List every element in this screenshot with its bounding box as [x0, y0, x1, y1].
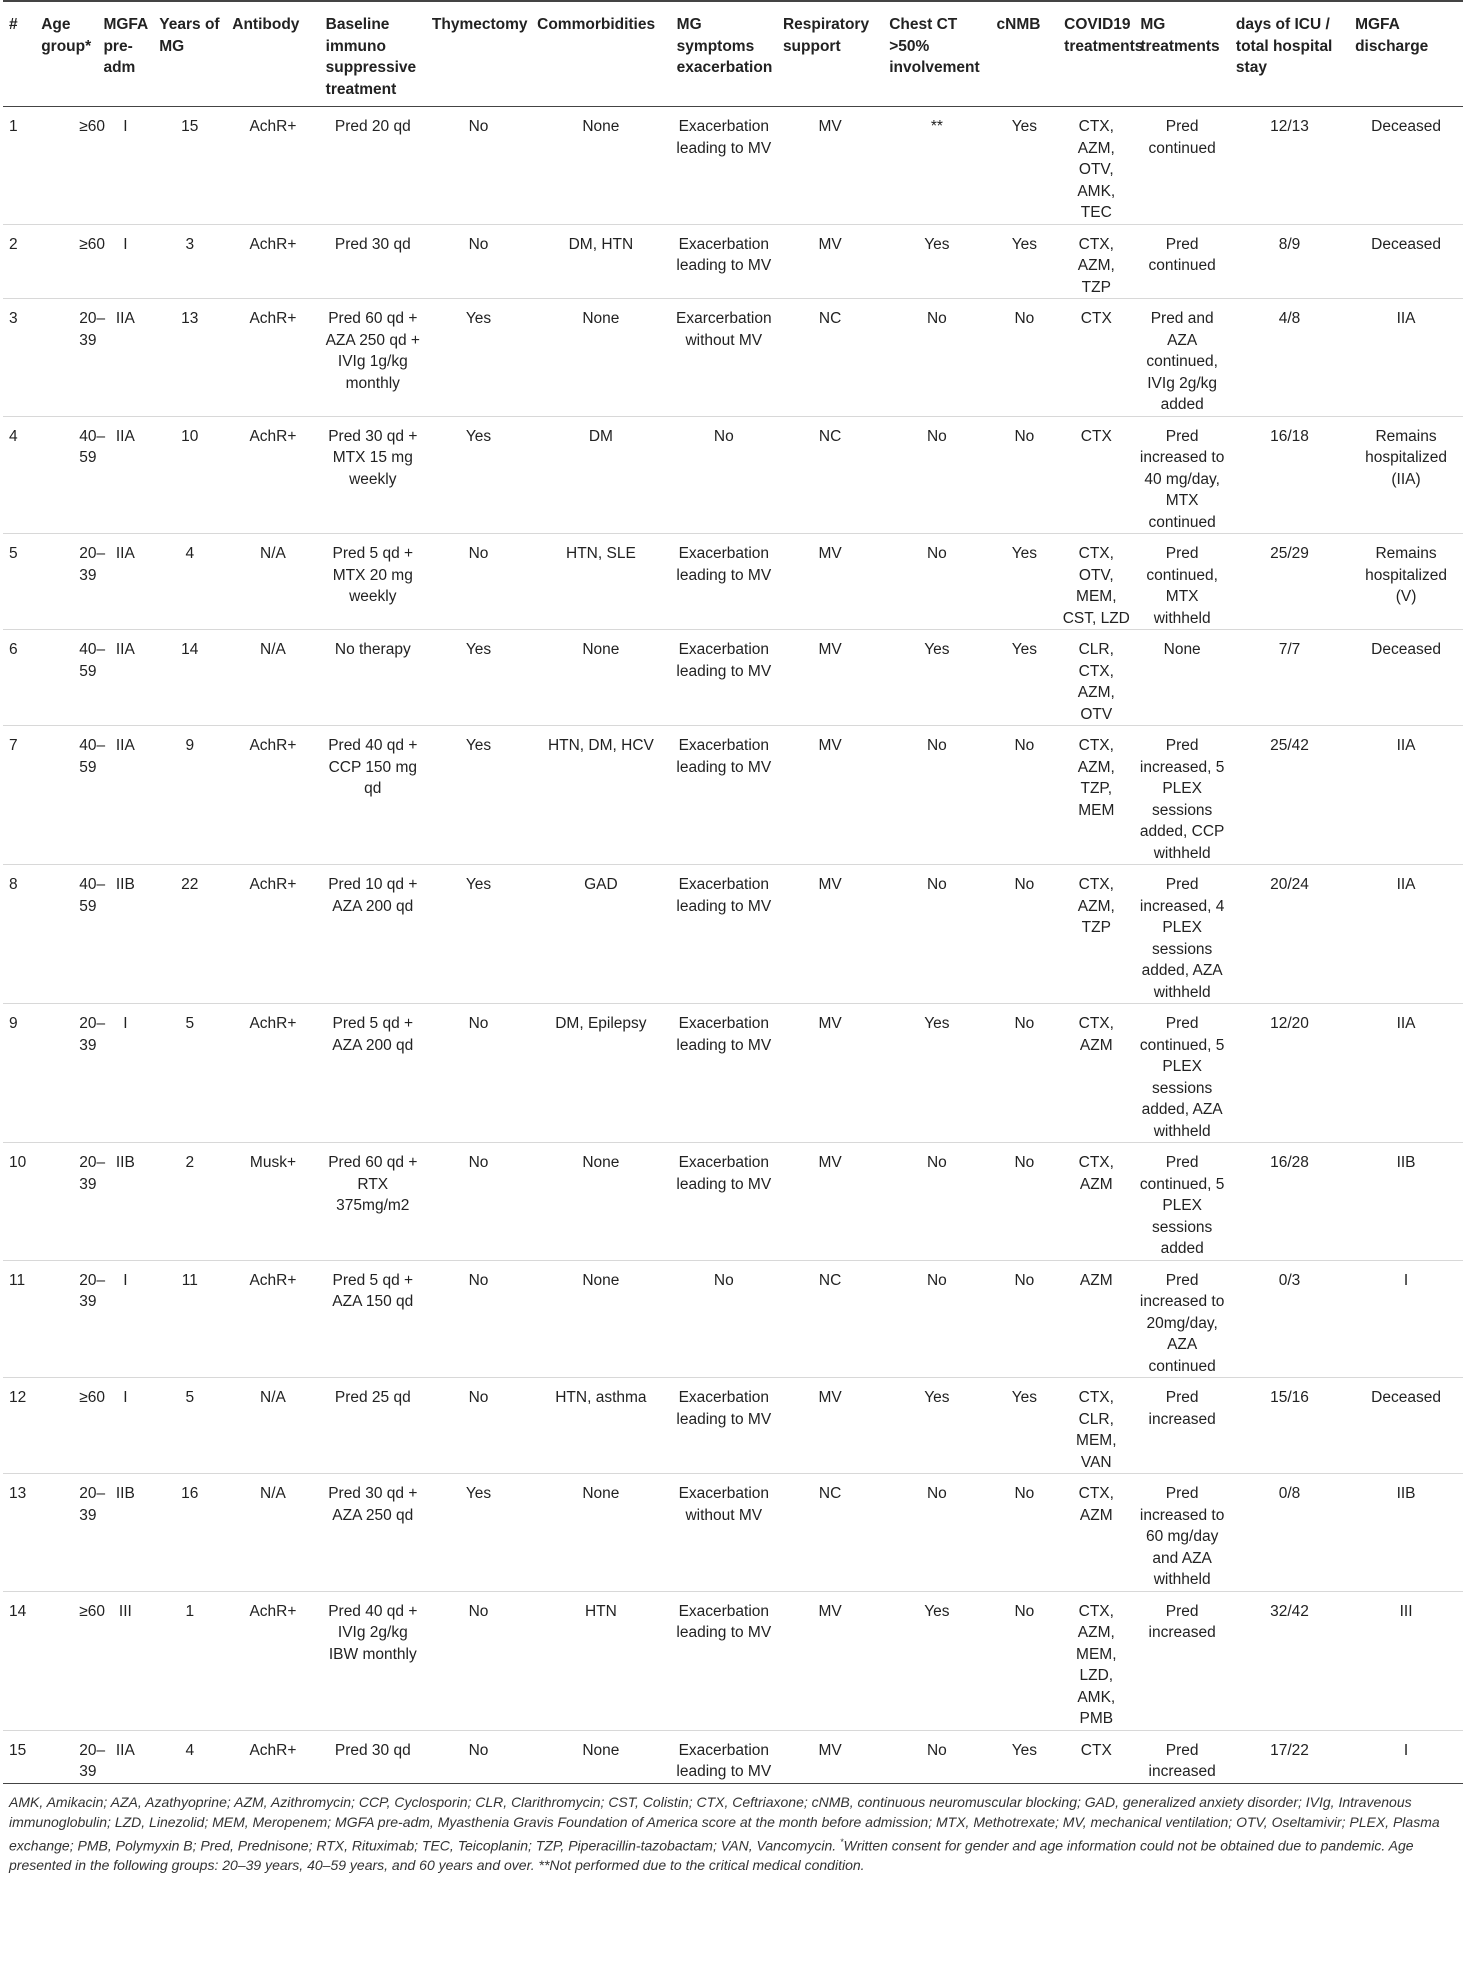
table-cell-icu-hospital-stay: 7/7 — [1278, 641, 1301, 658]
table-cell-respiratory-support: MV — [818, 1015, 842, 1032]
table-cell-mgfa-pre-adm: IIA — [115, 641, 135, 658]
table-cell-mg-exacerbation: Exarcerbation without MV — [675, 310, 772, 349]
table-cell-years-of-mg: 11 — [181, 1271, 198, 1289]
table-cell-commorbidities: None — [582, 1741, 620, 1759]
table-cell-covid19-treatments: CTX, AZM — [1078, 1154, 1114, 1193]
table-cell-mg-treatments: Pred continued — [1148, 118, 1216, 157]
table-cell-mg-treatments: Pred increased to 60 mg/day and AZA withheld — [1139, 1485, 1225, 1588]
table-cell-cnmb: Yes — [1011, 1389, 1037, 1406]
table-cell-icu-hospital-stay: 16/28 — [1270, 1154, 1309, 1171]
column-header-age-group: Age group* — [35, 1, 97, 107]
table-cell-mgfa-discharge: Deceased — [1371, 118, 1441, 135]
table-row — [3, 865, 1463, 1004]
table-cell-antibody: AchR+ — [249, 1015, 297, 1032]
table-cell-cnmb: No — [1014, 737, 1035, 754]
table-cell-mg-exacerbation: Exacerbation leading to MV — [676, 118, 772, 157]
table-cell-icu-hospital-stay: 4/8 — [1278, 310, 1301, 327]
table-cell-cnmb: Yes — [1011, 235, 1037, 253]
table-cell-years-of-mg: 22 — [181, 876, 199, 893]
table-cell-number: 7 — [9, 737, 18, 754]
table-cell-number: 11 — [9, 1271, 26, 1289]
table-cell-thymectomy: Yes — [465, 876, 492, 893]
column-header-chest-ct: Chest CT >50% involvement — [883, 1, 990, 107]
table-cell-number: 5 — [9, 545, 18, 562]
table-cell-mgfa-pre-adm: IIA — [115, 737, 135, 754]
table-cell-baseline-treatment: Pred 30 qd — [334, 235, 411, 253]
table-cell-antibody: AchR+ — [249, 235, 297, 253]
table-cell-age-group: 40–59 — [79, 641, 106, 680]
table-cell-years-of-mg: 5 — [185, 1389, 195, 1406]
table-cell-antibody: AchR+ — [249, 737, 297, 754]
table-cell-commorbidities: HTN, asthma — [555, 1389, 647, 1406]
table-cell-mg-exacerbation: Exacerbation leading to MV — [676, 545, 772, 584]
table-cell-covid19-treatments: CTX, CLR, MEM, VAN — [1076, 1389, 1117, 1471]
patient-table — [3, 0, 1463, 1784]
table-cell-antibody: AchR+ — [249, 310, 297, 327]
table-cell-years-of-mg: 10 — [181, 427, 199, 445]
table-cell-antibody: AchR+ — [249, 427, 297, 445]
table-cell-covid19-treatments: CTX, AZM, TZP — [1077, 235, 1115, 296]
table-cell-covid19-treatments: CTX, AZM — [1078, 1485, 1114, 1524]
table-cell-cnmb: No — [1014, 1154, 1035, 1171]
table-cell-thymectomy: No — [468, 1271, 489, 1289]
table-cell-mg-treatments: Pred continued — [1148, 235, 1216, 274]
footnote-marker: * — [840, 1836, 844, 1847]
table-cell-chest-ct: Yes — [924, 1389, 950, 1406]
table-cell-mg-exacerbation: Exacerbation leading to MV — [676, 1741, 772, 1780]
table-cell-years-of-mg: 1 — [185, 1602, 195, 1620]
table-cell-covid19-treatments: CTX, AZM, TZP — [1077, 876, 1115, 936]
table-cell-cnmb: Yes — [1011, 641, 1037, 658]
table-cell-commorbidities: DM, Epilepsy — [555, 1015, 647, 1032]
table-cell-cnmb: No — [1014, 427, 1035, 445]
table-cell-icu-hospital-stay: 17/22 — [1270, 1741, 1309, 1759]
table-cell-mgfa-pre-adm: IIA — [115, 427, 135, 445]
table-cell-antibody: N/A — [260, 1389, 286, 1406]
table-cell-baseline-treatment: Pred 20 qd — [334, 118, 411, 135]
column-header-commorbidities: Commorbidities — [531, 1, 671, 107]
table-cell-covid19-treatments: CTX, AZM, TZP, MEM — [1077, 737, 1115, 819]
column-header-baseline-treatment: Baseline immuno suppressive treatment — [320, 1, 426, 107]
table-cell-chest-ct: No — [926, 1271, 947, 1289]
table-cell-baseline-treatment: Pred 30 qd — [334, 1741, 411, 1759]
table-cell-covid19-treatments: CTX — [1080, 1741, 1112, 1759]
table-cell-chest-ct: No — [926, 310, 947, 327]
table-cell-number: 13 — [9, 1485, 27, 1502]
table-cell-mg-treatments: Pred increased, 4 PLEX sessions added, AZA withheld — [1139, 876, 1225, 1001]
table-cell-commorbidities: HTN, DM, HCV — [547, 737, 654, 754]
table-cell-baseline-treatment: Pred 30 qd + AZA 250 qd — [328, 1485, 418, 1524]
table-cell-cnmb: No — [1014, 1271, 1035, 1289]
table-cell-chest-ct: No — [926, 545, 947, 562]
table-cell-mg-treatments: Pred continued, MTX withheld — [1146, 545, 1218, 627]
table-cell-respiratory-support: MV — [818, 1389, 842, 1406]
table-cell-thymectomy: No — [468, 118, 489, 135]
table-cell-mg-treatments: Pred increased — [1148, 1741, 1216, 1780]
table-cell-mg-exacerbation: Exacerbation leading to MV — [676, 1154, 772, 1193]
table-cell-mg-exacerbation: Exacerbation leading to MV — [676, 876, 772, 915]
table-cell-cnmb: Yes — [1011, 545, 1037, 562]
table-cell-commorbidities: HTN — [584, 1602, 617, 1620]
table-cell-age-group: 20–39 — [79, 545, 106, 584]
table-cell-mg-treatments: Pred increased to 20mg/day, AZA continued — [1139, 1271, 1225, 1375]
table-cell-covid19-treatments: CTX — [1080, 427, 1112, 445]
table-cell-covid19-treatments: AZM — [1079, 1271, 1113, 1289]
table-cell-mg-exacerbation: Exacerbation leading to MV — [676, 1015, 772, 1054]
table-cell-antibody: AchR+ — [249, 876, 297, 893]
table-cell-mgfa-discharge: IIB — [1396, 1154, 1416, 1171]
table-cell-years-of-mg: 15 — [181, 118, 199, 135]
table-cell-years-of-mg: 3 — [185, 235, 195, 253]
table-cell-number: 4 — [9, 427, 18, 445]
table-cell-commorbidities: None — [582, 118, 620, 135]
table-cell-years-of-mg: 4 — [185, 1741, 195, 1759]
header-row — [3, 1, 1463, 107]
table-cell-baseline-treatment: Pred 40 qd + IVIg 2g/kg IBW monthly — [328, 1602, 418, 1663]
table-cell-mg-exacerbation: Exacerbation leading to MV — [676, 737, 772, 776]
table-row — [3, 1143, 1463, 1261]
table-cell-commorbidities: DM — [588, 427, 613, 445]
table-cell-mg-treatments: Pred continued, 5 PLEX sessions added — [1139, 1154, 1225, 1257]
table-cell-antibody: Musk+ — [249, 1154, 296, 1171]
table-header — [3, 1, 1463, 107]
column-header-number: # — [3, 1, 35, 107]
table-cell-cnmb: No — [1014, 1485, 1035, 1502]
table-cell-commorbidities: GAD — [584, 876, 618, 893]
table-cell-respiratory-support: MV — [818, 876, 842, 893]
table-cell-icu-hospital-stay: 15/16 — [1270, 1389, 1309, 1406]
table-cell-chest-ct: Yes — [924, 1015, 950, 1032]
table-cell-icu-hospital-stay: 20/24 — [1270, 876, 1309, 893]
table-cell-age-group: 40–59 — [79, 876, 106, 915]
table-cell-icu-hospital-stay: 0/3 — [1278, 1271, 1301, 1289]
table-cell-antibody: N/A — [260, 545, 286, 562]
table-cell-mgfa-pre-adm: IIB — [115, 1154, 135, 1171]
table-cell-number: 12 — [9, 1389, 27, 1406]
column-header-cnmb: cNMB — [991, 1, 1059, 107]
table-cell-age-group: 20–39 — [79, 1741, 106, 1780]
table-cell-baseline-treatment: Pred 25 qd — [334, 1389, 411, 1406]
table-cell-age-group: 40–59 — [79, 427, 106, 466]
table-cell-respiratory-support: MV — [818, 545, 842, 562]
table-cell-covid19-treatments: CTX — [1080, 310, 1112, 327]
table-cell-commorbidities: None — [582, 1271, 620, 1289]
table-cell-number: 6 — [9, 641, 18, 658]
table-cell-covid19-treatments: CLR, CTX, AZM, OTV — [1077, 641, 1115, 723]
table-cell-thymectomy: No — [468, 1015, 489, 1032]
table-cell-chest-ct: No — [926, 737, 947, 754]
table-cell-cnmb: No — [1014, 1015, 1035, 1032]
table-cell-chest-ct: ** — [930, 118, 943, 135]
table-cell-chest-ct: No — [926, 1485, 947, 1502]
table-cell-number: 14 — [9, 1602, 27, 1620]
table-cell-mgfa-discharge: Remains hospitalized (V) — [1365, 545, 1447, 605]
table-cell-mg-exacerbation: Exacerbation leading to MV — [676, 641, 772, 680]
table-cell-mgfa-discharge: IIA — [1396, 310, 1416, 327]
column-header-mgfa-pre-adm: MGFA pre-adm — [97, 1, 153, 107]
table-row — [3, 630, 1463, 726]
table-cell-mgfa-pre-adm: IIA — [115, 310, 135, 327]
table-cell-mgfa-discharge: Deceased — [1371, 641, 1441, 658]
table-cell-baseline-treatment: Pred 60 qd + AZA 250 qd + IVIg 1g/kg monthly — [325, 310, 420, 392]
table-cell-thymectomy: Yes — [465, 641, 492, 658]
table-cell-mg-exacerbation: Exacerbation leading to MV — [676, 235, 772, 274]
table-cell-mgfa-pre-adm: I — [123, 235, 128, 253]
table-cell-mg-exacerbation: No — [713, 1271, 734, 1289]
table-cell-antibody: AchR+ — [249, 1271, 297, 1289]
column-header-antibody: Antibody — [226, 1, 319, 107]
table-cell-thymectomy: No — [468, 1741, 489, 1759]
table-cell-baseline-treatment: Pred 5 qd + MTX 20 mg weekly — [332, 545, 414, 605]
table-cell-number: 9 — [9, 1015, 18, 1032]
table-cell-mg-treatments: None — [1163, 641, 1201, 658]
table-cell-thymectomy: No — [468, 1154, 489, 1171]
table-cell-icu-hospital-stay: 12/13 — [1270, 118, 1309, 135]
table-cell-respiratory-support: MV — [818, 737, 842, 754]
table-cell-mgfa-pre-adm: IIA — [115, 1741, 135, 1759]
table-cell-icu-hospital-stay: 32/42 — [1270, 1602, 1309, 1620]
table-body — [3, 107, 1463, 1784]
column-header-mgfa-discharge: MGFA discharge — [1349, 1, 1463, 107]
table-row — [3, 726, 1463, 865]
table-cell-respiratory-support: MV — [818, 235, 842, 253]
table-row — [3, 1260, 1463, 1378]
table-cell-number: 15 — [9, 1741, 27, 1759]
table-cell-age-group: ≥60 — [79, 235, 105, 253]
table-cell-mgfa-discharge: IIB — [1396, 1485, 1416, 1502]
table-cell-years-of-mg: 14 — [181, 641, 199, 658]
table-cell-number: 1 — [9, 118, 18, 135]
table-cell-mgfa-discharge: I — [1403, 1741, 1409, 1759]
table-cell-mg-treatments: Pred increased to 40 mg/day, MTX continued — [1139, 427, 1225, 531]
table-cell-respiratory-support: MV — [818, 1154, 842, 1171]
table-cell-thymectomy: Yes — [465, 1485, 492, 1502]
table-cell-respiratory-support: MV — [818, 1602, 842, 1620]
table-cell-cnmb: No — [1014, 1602, 1035, 1620]
table-cell-thymectomy: Yes — [465, 427, 492, 445]
table-cell-chest-ct: No — [926, 1741, 947, 1759]
table-row — [3, 1474, 1463, 1592]
table-cell-number: 10 — [9, 1154, 27, 1171]
table-cell-years-of-mg: 9 — [185, 737, 195, 754]
table-cell-mgfa-pre-adm: I — [123, 1389, 128, 1406]
table-cell-mg-treatments: Pred increased, 5 PLEX sessions added, CCP withheld — [1139, 737, 1225, 862]
footnote-abbreviations: AMK, Amikacin; AZA, Azathyoprine; AZM, Azithromycin; CCP, Cyclosporin; CLR, Clarithromycin; CST, Colistin; CTX, Ceftriaxone; cNMB, continuous neuromuscular blocking; GAD, generalized anxiety disorder; IVIg, Intravenous immunoglobulin; LZD, Linezolid; MEM, Meropenem; MGFA pre-adm, Myasthenia Gravis Foundation of America score at the month before admission; MTX, Methotrexate; MV, mechanical ventilation; OTV, Oseltamivir; PLEX, Plasma exchange; PMB, Polymyxin B; Pred, Prednisone; RTX, Rituximab; TEC, Teicoplanin; TZP, Piperacillin-tazobactam; VAN, Vancomycin. — [9, 1793, 1440, 1854]
table-cell-mg-exacerbation: Exacerbation leading to MV — [676, 1602, 772, 1641]
table-row — [3, 299, 1463, 417]
table-cell-years-of-mg: 2 — [185, 1154, 195, 1171]
table-cell-commorbidities: None — [582, 1154, 620, 1171]
table-cell-thymectomy: Yes — [465, 310, 492, 327]
table-cell-mgfa-pre-adm: I — [123, 1015, 128, 1032]
table-cell-mgfa-pre-adm: IIB — [115, 876, 135, 893]
column-header-thymectomy: Thymectomy — [426, 1, 531, 107]
table-cell-cnmb: No — [1014, 876, 1035, 893]
table-cell-age-group: 20–39 — [79, 1271, 106, 1310]
table-cell-number: 8 — [9, 876, 18, 893]
table-cell-respiratory-support: NC — [818, 1271, 842, 1289]
table-cell-mgfa-discharge: III — [1399, 1602, 1413, 1620]
table-cell-mg-treatments: Pred increased — [1148, 1389, 1216, 1428]
table-cell-respiratory-support: MV — [818, 1741, 842, 1759]
table-row — [3, 1591, 1463, 1730]
table-cell-commorbidities: DM, HTN — [568, 235, 634, 253]
table-row — [3, 534, 1463, 630]
table-cell-mgfa-pre-adm: IIB — [115, 1485, 135, 1502]
table-cell-years-of-mg: 5 — [185, 1015, 195, 1032]
table-cell-baseline-treatment: Pred 5 qd + AZA 150 qd — [332, 1271, 414, 1310]
table-row — [3, 224, 1463, 299]
table-cell-mg-exacerbation: Exacerbation leading to MV — [676, 1389, 772, 1428]
table-cell-mg-treatments: Pred and AZA continued, IVIg 2g/kg added — [1146, 310, 1218, 413]
table-cell-mgfa-discharge: I — [1403, 1271, 1409, 1289]
table-cell-commorbidities: HTN, SLE — [566, 545, 636, 562]
table-cell-thymectomy: No — [468, 1389, 489, 1406]
table-cell-mg-treatments: Pred continued, 5 PLEX sessions added, AZA withheld — [1139, 1015, 1225, 1140]
table-cell-years-of-mg: 4 — [185, 545, 195, 562]
table-cell-mgfa-pre-adm: IIA — [115, 545, 135, 562]
column-header-mg-treatments: MG treatments — [1134, 1, 1230, 107]
table-cell-chest-ct: Yes — [924, 641, 950, 658]
table-cell-baseline-treatment: Pred 60 qd + RTX 375mg/m2 — [328, 1154, 418, 1214]
table-cell-commorbidities: None — [582, 641, 620, 658]
table-cell-thymectomy: Yes — [465, 737, 492, 754]
table-cell-baseline-treatment: Pred 30 qd + MTX 15 mg weekly — [328, 427, 418, 488]
table-row — [3, 416, 1463, 534]
table-cell-icu-hospital-stay: 8/9 — [1278, 235, 1301, 253]
table-cell-commorbidities: None — [582, 310, 620, 327]
table-cell-mgfa-discharge: Remains hospitalized (IIA) — [1365, 427, 1447, 488]
table-cell-antibody: N/A — [260, 1485, 286, 1502]
table-cell-mg-exacerbation: Exacerbation without MV — [678, 1485, 770, 1524]
table-cell-mgfa-pre-adm: III — [118, 1602, 132, 1620]
table-cell-age-group: 20–39 — [79, 1485, 106, 1524]
table-cell-number: 3 — [9, 310, 18, 327]
table-cell-mg-exacerbation: No — [713, 427, 734, 445]
table-cell-covid19-treatments: CTX, AZM, OTV, AMK, TEC — [1077, 118, 1116, 221]
table-cell-baseline-treatment: No therapy — [334, 641, 411, 658]
table-cell-antibody: AchR+ — [249, 118, 297, 135]
table-cell-age-group: 20–39 — [79, 1015, 106, 1054]
column-header-covid19-treatments: COVID19 treatments — [1058, 1, 1134, 107]
column-header-years-of-mg: Years of MG — [153, 1, 226, 107]
table-cell-chest-ct: No — [926, 876, 947, 893]
table-cell-baseline-treatment: Pred 5 qd + AZA 200 qd — [332, 1015, 414, 1054]
table-cell-number: 2 — [9, 235, 18, 253]
table-cell-age-group: 20–39 — [79, 310, 106, 349]
table-cell-chest-ct: Yes — [924, 1602, 950, 1620]
table-cell-icu-hospital-stay: 25/29 — [1270, 545, 1309, 562]
table-cell-commorbidities: None — [582, 1485, 620, 1502]
table-cell-icu-hospital-stay: 0/8 — [1278, 1485, 1301, 1502]
table-cell-mgfa-discharge: IIA — [1396, 1015, 1416, 1032]
table-cell-age-group: ≥60 — [79, 1602, 105, 1620]
table-cell-age-group: 40–59 — [79, 737, 106, 776]
table-cell-antibody: AchR+ — [249, 1602, 297, 1620]
table-cell-chest-ct: Yes — [924, 235, 950, 253]
table-cell-covid19-treatments: CTX, AZM, MEM, LZD, AMK, PMB — [1076, 1602, 1117, 1727]
table-cell-years-of-mg: 13 — [181, 310, 199, 327]
table-cell-respiratory-support: NC — [818, 1485, 842, 1502]
table-cell-cnmb: No — [1014, 310, 1035, 327]
table-row — [3, 1730, 1463, 1783]
table-footnote — [3, 1784, 1463, 1876]
table-cell-antibody: AchR+ — [249, 1741, 297, 1759]
table-cell-icu-hospital-stay: 25/42 — [1270, 737, 1309, 754]
table-cell-respiratory-support: NC — [818, 427, 842, 445]
footnote-note: Written consent for gender and age information could not be obtained due to pandemic. Age presented in the following groups: 20–39 years, 40–59 years, and 60 years and over. **Not performed due to the critical medical condition. — [9, 1837, 1414, 1874]
table-cell-respiratory-support: MV — [818, 641, 842, 658]
table-cell-baseline-treatment: Pred 10 qd + AZA 200 qd — [328, 876, 418, 915]
table-cell-antibody: N/A — [260, 641, 286, 658]
column-header-respiratory-support: Respiratory support — [777, 1, 883, 107]
table-cell-mgfa-discharge: Deceased — [1371, 235, 1441, 253]
table-row — [3, 1004, 1463, 1143]
table-cell-mgfa-pre-adm: I — [123, 1271, 128, 1289]
table-cell-chest-ct: No — [926, 427, 947, 445]
table-cell-mgfa-discharge: IIA — [1396, 737, 1416, 754]
column-header-icu-hospital-stay: days of ICU / total hospital stay — [1230, 1, 1349, 107]
table-cell-mgfa-discharge: IIA — [1396, 876, 1416, 893]
table-cell-cnmb: Yes — [1011, 1741, 1037, 1759]
table-row — [3, 107, 1463, 225]
table-cell-age-group: 20–39 — [79, 1154, 106, 1193]
table-cell-chest-ct: No — [926, 1154, 947, 1171]
column-header-mg-exacerbation: MG symptoms exacerbation — [671, 1, 777, 107]
table-cell-mgfa-pre-adm: I — [123, 118, 128, 135]
table-row — [3, 1378, 1463, 1474]
table-cell-age-group: ≥60 — [79, 118, 105, 135]
table-cell-icu-hospital-stay: 16/18 — [1270, 427, 1309, 445]
table-cell-respiratory-support: MV — [818, 118, 842, 135]
table-cell-mgfa-discharge: Deceased — [1371, 1389, 1441, 1406]
table-cell-thymectomy: No — [468, 235, 489, 253]
table-cell-thymectomy: No — [468, 545, 489, 562]
table-cell-covid19-treatments: CTX, AZM — [1078, 1015, 1114, 1054]
table-cell-cnmb: Yes — [1011, 118, 1037, 135]
table-cell-respiratory-support: NC — [818, 310, 842, 327]
table-cell-icu-hospital-stay: 12/20 — [1270, 1015, 1309, 1032]
table-cell-covid19-treatments: CTX, OTV, MEM, CST, LZD — [1062, 545, 1130, 627]
table-cell-thymectomy: No — [468, 1602, 489, 1620]
table-cell-baseline-treatment: Pred 40 qd + CCP 150 mg qd — [328, 737, 418, 797]
table-cell-years-of-mg: 16 — [181, 1485, 199, 1502]
table-cell-mg-treatments: Pred increased — [1148, 1602, 1216, 1641]
table-cell-age-group: ≥60 — [79, 1389, 105, 1406]
